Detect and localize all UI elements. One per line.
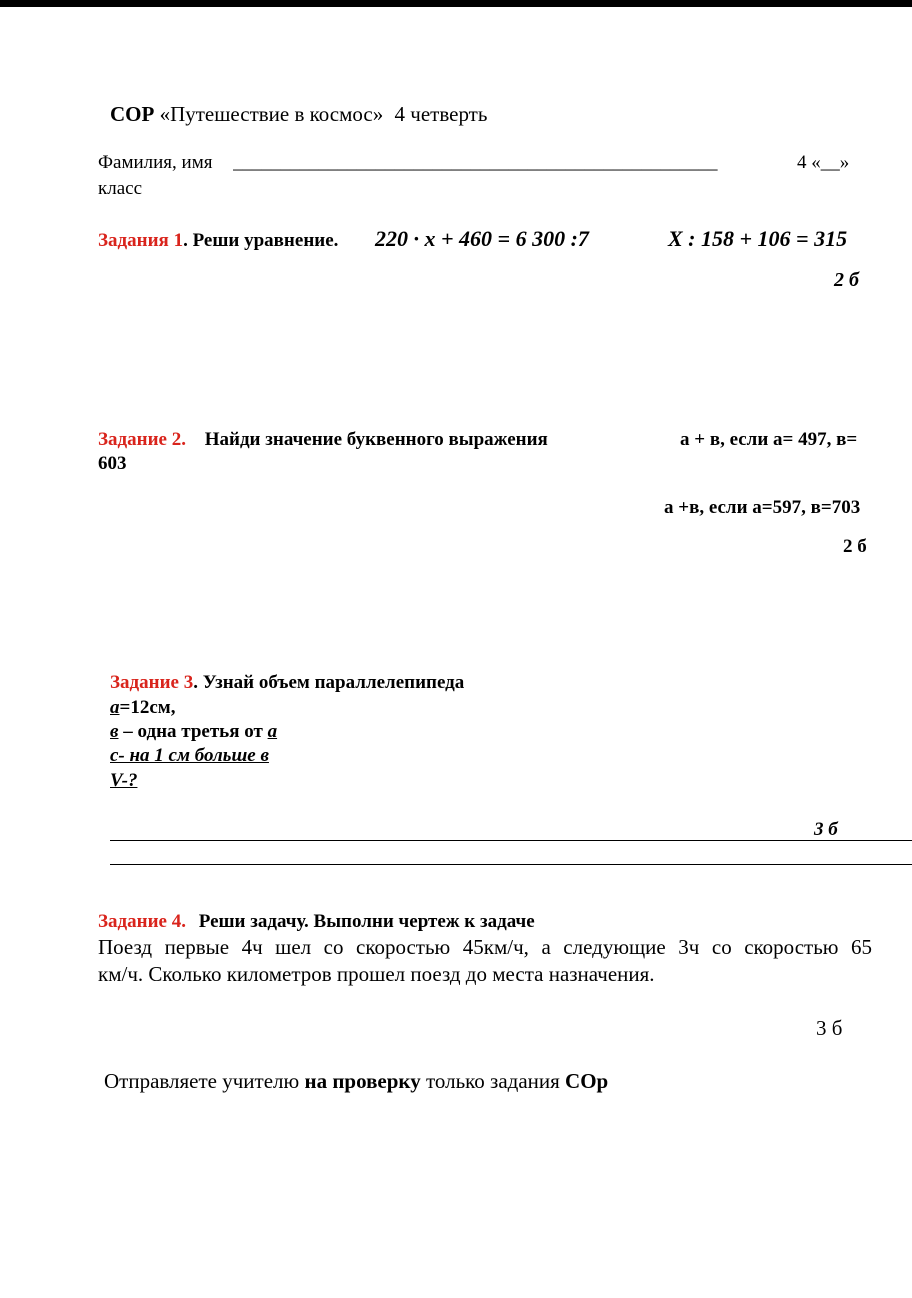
task4-text-line-2: км/ч. Сколько километров прошел поезд до места назначения. (98, 962, 655, 986)
footer-note: Отправляете учителю на проверку только задания СОр (104, 1069, 609, 1093)
task3-instruction: Узнай объем параллелепипеда (202, 672, 465, 693)
task2-label: Задание 2. (98, 429, 186, 450)
class-label: класс (98, 178, 143, 199)
task4-instruction: Реши задачу. Выполни чертеж к задаче (198, 911, 535, 932)
task4-points: 3 б (816, 1016, 843, 1040)
name-label: Фамилия, имя (98, 152, 213, 173)
task3-line-b: в – одна третья от а (110, 721, 278, 742)
answer-line-2 (110, 864, 912, 865)
task4-heading (98, 911, 535, 933)
task3-line-a: а=12см, (110, 697, 176, 718)
task3-label: Задание 3 (110, 672, 194, 693)
grade-text: 4 «__» (797, 152, 850, 173)
name-blank[interactable]: ___________________________________________________ (233, 152, 718, 173)
task3-line-c: с- на 1 см больше в (110, 745, 269, 766)
quarter-text: 4 четверть (394, 102, 488, 126)
task1-equation-2: X : 158 + 106 = 315 (668, 226, 848, 251)
task2-heading (98, 429, 548, 451)
document-title (110, 102, 487, 127)
task1-instruction: Реши уравнение. (192, 230, 339, 251)
task1-points: 2 б (834, 269, 859, 291)
sor-label: СОР (110, 102, 155, 126)
task3-line-v: V-? (110, 770, 138, 791)
task2-points: 2 б (843, 536, 867, 557)
task3-heading: Задание 3. Узнай объем параллелепипеда (110, 672, 465, 693)
task1-label: Задания 1 (98, 230, 184, 251)
title-text: «Путешествие в космос» (159, 102, 384, 126)
task2-instruction: Найди значение буквенного выражения (204, 429, 548, 450)
task3-points: 3 б (814, 819, 838, 840)
task1-equation-1: 220 · x + 460 = 6 300 :7 (375, 226, 589, 251)
task4-label: Задание 4. (98, 911, 186, 932)
answer-line-1 (110, 840, 912, 841)
task2-expression-2: а +в, если а=597, в=703 (664, 497, 861, 518)
task4-text-line-1: Поезд первые 4ч шел со скоростью 45км/ч, а следующие 3ч со скоростью 65 (98, 935, 872, 959)
top-border (0, 0, 912, 7)
task2-expression-1: а + в, если а= 497, в= (680, 429, 858, 450)
task2-expression-1-continued: 603 (98, 453, 127, 474)
task1-heading: Задания 1. Реши уравнение. (98, 230, 339, 251)
